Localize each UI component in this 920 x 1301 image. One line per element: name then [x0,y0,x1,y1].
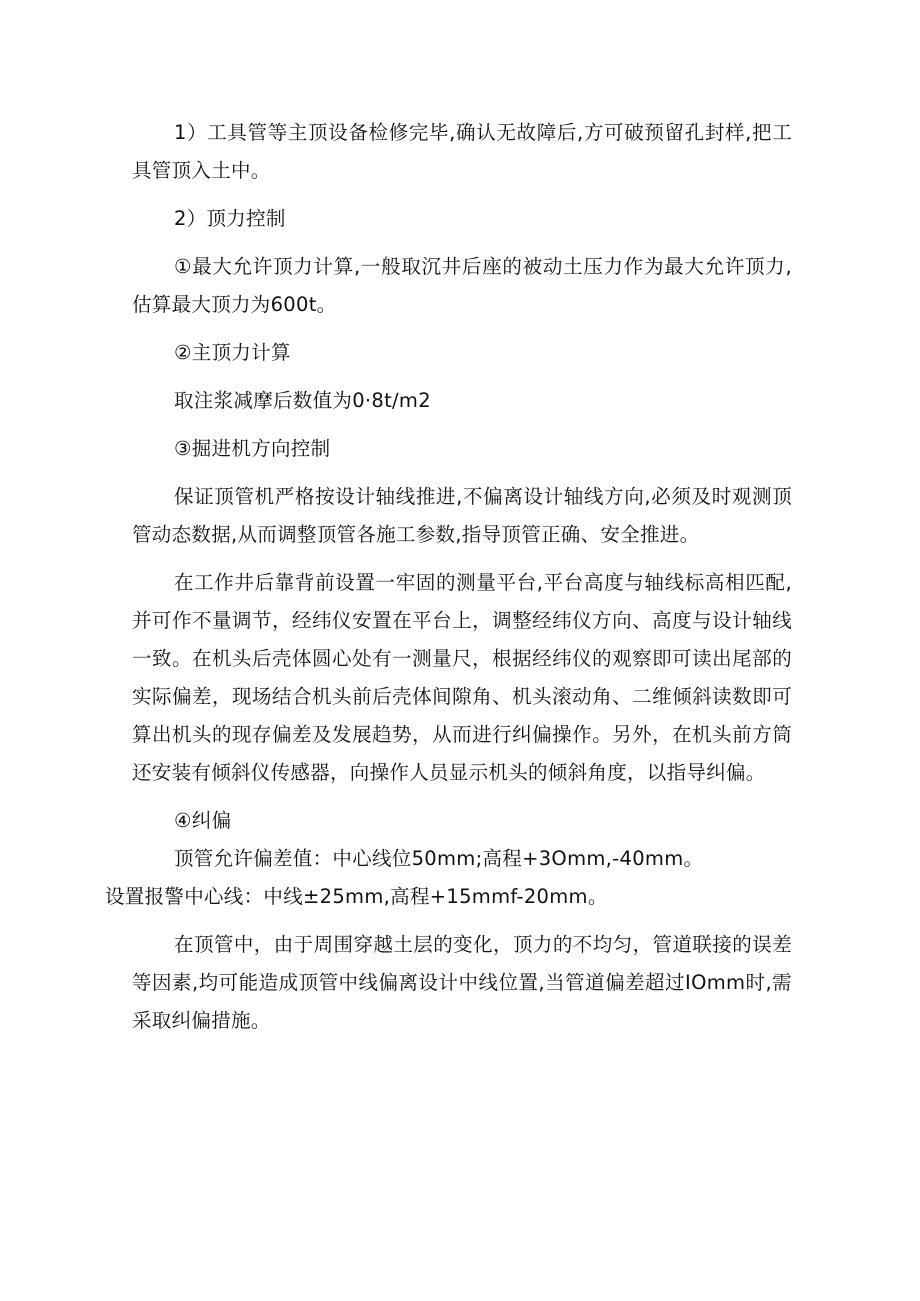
document-body [105,114,792,1050]
paragraph-grouting-value: 取注浆减摩后数值为0·8t∕m2 [174,389,431,412]
heading-direction-control: ③掘进机方向控制 [174,437,331,460]
paragraph-alarm-centerline: 设置报警中心线：中线±25mm,高程+15mmf-20mm。 [105,885,608,908]
paragraph-tool-pipe: 1）工具管等主顶设备检修完毕,确认无故障后,方可破预留孔封样,把工具管顶入土中。 [132,121,792,182]
paragraph-max-jacking-force: ①最大允许顶力计算,一般取沉井后座的被动土压力作为最大允许顶力,估算最大顶力为600t。 [132,255,792,316]
heading-jacking-force-control: 2）顶力控制 [174,207,286,230]
paragraph-axis-advance: 保证顶管机严格按设计轴线推进,不偏离设计轴线方向,必须及时观测顶管动态数据,从而调整顶管各施工参数,指导顶管正确、安全推进。 [132,485,792,546]
heading-main-jacking-force: ②主顶力计算 [174,341,291,364]
paragraph-measurement-platform: 在工作井后靠背前设置一牢固的测量平台,平台高度与轴线标高相匹配,并可作不量调节，经纬仪安置在平台上，调整经纬仪方向、高度与设计轴线一致。在机头后壳体圆心处有一测量尺，根据经纬仪的观察即可读出尾部的实际偏差，现场结合机头前后壳体间隙角、机头滚动角、二维倾斜读数即可算出机头的现存偏差及发展趋势，从而进行纠偏操作。另外，在机头前方筒还安装有倾斜仪传感器，向操作人员显示机头的倾斜角度，以指导纠偏。 [132,571,792,784]
paragraph-allowed-deviation: 顶管允许偏差值：中心线位50mm;高程+3Omm,-40mm。 [174,847,704,870]
heading-deviation-correction: ④纠偏 [174,809,232,832]
paragraph-correction-measures: 在顶管中，由于周围穿越土层的变化，顶力的不均匀，管道联接的误差等因素,均可能造成顶管中线偏离设计中线位置,当管道偏差超过IOmm时,需采取纠偏措施。 [132,933,792,1032]
